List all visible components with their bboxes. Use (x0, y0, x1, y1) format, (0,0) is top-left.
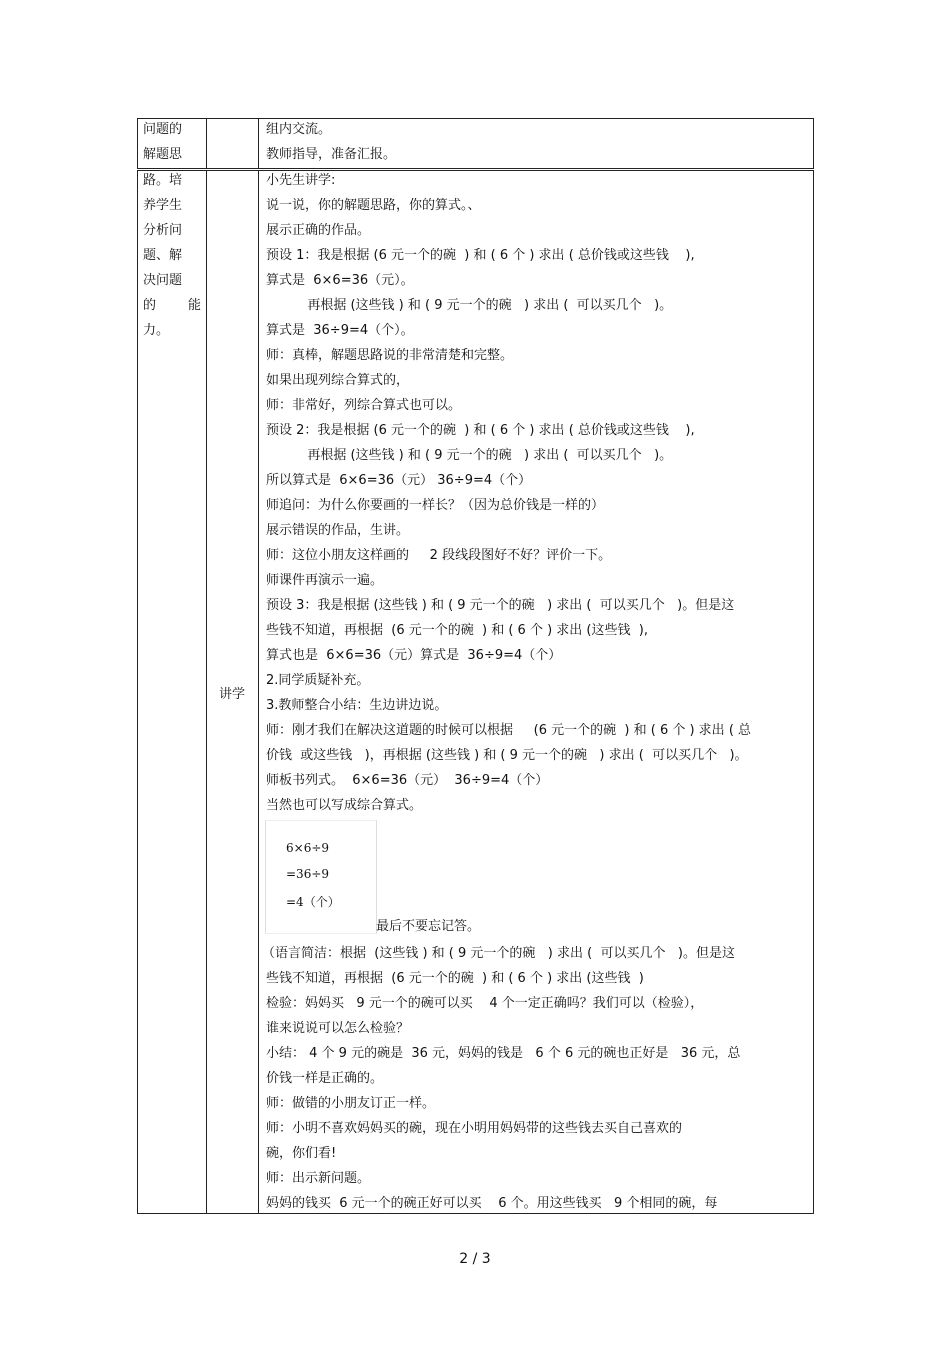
content-line: 师课件再演示一遍。 (266, 573, 384, 588)
stage-label: 讲学 (218, 687, 245, 702)
top-right-line: 组内交流。 (266, 122, 332, 137)
content-line: 师：做错的小朋友订正一样。 (266, 1096, 436, 1111)
top-right-line: 教师指导，准备汇报。 (266, 147, 397, 162)
content-line: 2.同学质疑补充。 (266, 673, 370, 688)
left-line: 养学生 (143, 198, 183, 213)
top-left-line: 解题思 (143, 147, 183, 162)
formula-image (265, 820, 377, 934)
content-line: 检验：妈妈买 9 元一个的碗可以买 4 个一定正确吗？我们可以（检验）， (266, 996, 704, 1011)
content-line: 谁来说说可以怎么检验？ (266, 1021, 410, 1036)
content-line: 算式是 36÷9=4（个）。 (266, 323, 414, 338)
formula-line: 6×6÷9 (286, 841, 330, 855)
content-line: 算式也是 6×6=36（元）算式是 36÷9=4（个） (266, 648, 562, 663)
left-line: 力。 (143, 323, 170, 338)
content-line: 小先生讲学: (266, 173, 336, 188)
content-line: 说一说，你的解题思路，你的算式。、 (266, 198, 481, 213)
main-content-block-1 (266, 168, 810, 668)
content-line: 小结： 4 个 9 元的碗是 36 元，妈妈的钱是 6 个 6 元的碗也正好是 36 元，总 (266, 1046, 741, 1061)
content-line: 3.教师整合小结：生边讲边说。 (266, 698, 448, 713)
page-number: 2 / 3 (459, 1251, 491, 1267)
content-line: 师板书列式。 6×6=36（元） 36÷9=4（个） (266, 773, 549, 788)
content-line: 当然也可以写成综合算式。 (266, 798, 423, 813)
top-table-divider-1 (206, 118, 207, 169)
top-right-cell (266, 117, 810, 167)
content-line: 师：刚才我们在解决这道题的时候可以根据 (6 元一个的碗 ) 和 ( 6 个 ) 求出 ( 总 (266, 723, 752, 738)
answer-reminder: 最后不要忘记答。 (376, 919, 481, 934)
top-left-cell (143, 117, 201, 167)
content-line: 展示正确的作品。 (266, 223, 371, 238)
content-line: 些钱不知道，再根据 (6 元一个的碗 ) 和 ( 6 个 ) 求出 (这些钱 ) (266, 971, 644, 986)
content-line: 如果出现列综合算式的， (266, 373, 410, 388)
content-line: 预设 3：我是根据 (这些钱 ) 和 ( 9 元一个的碗 ) 求出 ( 可以买几个 )。但是这 (266, 598, 735, 613)
content-line: 碗，你们看! (266, 1146, 337, 1161)
content-line: 展示错误的作品，生讲。 (266, 523, 410, 538)
content-line: 价钱一样是正确的。 (266, 1071, 384, 1086)
content-line: 师：非常好，列综合算式也可以。 (266, 398, 462, 413)
top-table-divider-2 (258, 118, 259, 169)
content-line: 预设 1：我是根据 (6 元一个的碗 ) 和 ( 6 个 ) 求出 ( 总价钱或这些钱 ), (266, 248, 695, 263)
left-line-split (143, 293, 201, 318)
content-line: 算式是 6×6=36（元）。 (266, 273, 414, 288)
content-line: 师：真棒，解题思路说的非常清楚和完整。 (266, 348, 514, 363)
content-line: 些钱不知道，再根据 (6 元一个的碗 ) 和 ( 6 个 ) 求出 (这些钱 ), (266, 623, 648, 638)
content-line: 师：这位小朋友这样画的 2 段线段图好不好？评价一下。 (266, 548, 612, 563)
left-line: 路。培 (143, 173, 183, 188)
left-word: 的 (143, 298, 157, 313)
formula-line: =36÷9 (286, 867, 330, 881)
main-left-cell (143, 168, 201, 343)
left-word: 能 (187, 298, 201, 313)
main-table-divider-1 (206, 170, 207, 1214)
content-line: 师：小明不喜欢妈妈买的碗，现在小明用妈妈带的这些钱去买自己喜欢的 (266, 1121, 683, 1136)
content-line: 妈妈的钱买 6 元一个的碗正好可以买 6 个。用这些钱买 9 个相同的碗，每 (266, 1196, 718, 1211)
content-line: 再根据 (这些钱 ) 和 ( 9 元一个的碗 ) 求出 ( 可以买几个 )。 (266, 448, 673, 463)
main-content-block-2 (266, 668, 810, 818)
left-line: 题、解 (143, 248, 183, 263)
main-content-block-3 (262, 941, 812, 1216)
top-left-line: 问题的 (143, 122, 183, 137)
content-line: 所以算式是 6×6=36（元） 36÷9=4（个） (266, 473, 532, 488)
content-line: 价钱 或这些钱 )，再根据 (这些钱 ) 和 ( 9 元一个的碗 ) 求出 ( 可以买几个 )。 (266, 748, 748, 763)
content-line: 预设 2：我是根据 (6 元一个的碗 ) 和 ( 6 个 ) 求出 ( 总价钱或这些钱 ), (266, 423, 695, 438)
content-line: 师：出示新问题。 (266, 1171, 371, 1186)
left-line: 决问题 (143, 273, 183, 288)
left-line: 分析问 (143, 223, 183, 238)
content-line: （语言简洁：根据 (这些钱 ) 和 ( 9 元一个的碗 ) 求出 ( 可以买几个 )。但是这 (262, 946, 735, 961)
main-table-divider-2 (258, 170, 259, 1214)
content-line: 师追问：为什么你要画的一样长？（因为总价钱是一样的） (266, 498, 605, 513)
content-line: 再根据 (这些钱 ) 和 ( 9 元一个的碗 ) 求出 ( 可以买几个 )。 (266, 298, 673, 313)
formula-line: =4（个） (286, 895, 340, 909)
